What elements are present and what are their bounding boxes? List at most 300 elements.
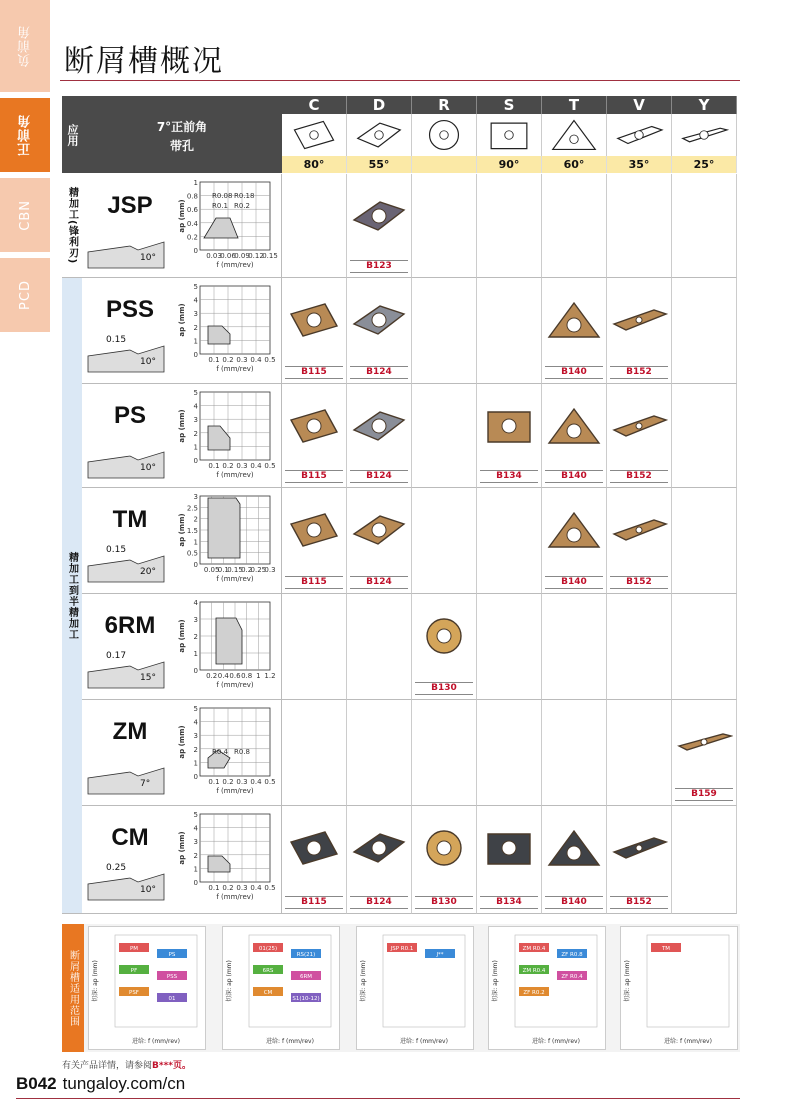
insert-image-icon bbox=[610, 404, 668, 452]
chipbreaker-name: CM bbox=[111, 824, 149, 851]
y-tick: 4 bbox=[193, 599, 198, 607]
range-chart bbox=[356, 926, 474, 1050]
page-title: 断屑槽概况 bbox=[64, 44, 224, 79]
x-tick: 1 bbox=[256, 672, 261, 680]
insert-cell bbox=[542, 594, 607, 700]
insert-image-icon bbox=[480, 404, 538, 452]
range-chart bbox=[222, 926, 340, 1050]
x-tick: 0.8 bbox=[241, 672, 253, 680]
x-tick: 0.4 bbox=[250, 884, 262, 892]
insert-cell[interactable] bbox=[282, 488, 347, 594]
insert-cell[interactable] bbox=[347, 806, 412, 914]
profile-label: 0.15 bbox=[106, 335, 127, 345]
y-tick: 3 bbox=[193, 493, 198, 501]
insert-cell bbox=[412, 174, 477, 278]
y-tick: 5 bbox=[193, 705, 198, 713]
insert-cell bbox=[282, 594, 347, 700]
y-tick: 1 bbox=[193, 538, 198, 547]
x-tick: 0.25 bbox=[250, 566, 267, 574]
insert-image-icon bbox=[545, 826, 603, 874]
x-tick: 0.6 bbox=[229, 672, 241, 680]
ap-f-chart bbox=[178, 282, 278, 378]
insert-cell bbox=[542, 174, 607, 278]
y-tick: 1 bbox=[193, 443, 198, 452]
y-tick: 2 bbox=[193, 745, 198, 754]
range-tag-label: PSF bbox=[129, 990, 139, 996]
y-tick: 3 bbox=[193, 732, 198, 741]
x-tick: 0.15 bbox=[227, 566, 243, 574]
x-axis-label: f (mm/rev) bbox=[216, 681, 254, 689]
profile-label: 0.25 bbox=[106, 863, 127, 873]
shape-icon-d bbox=[347, 114, 412, 156]
insert-cell[interactable] bbox=[412, 806, 477, 914]
x-tick: 0.3 bbox=[264, 566, 276, 574]
range-tag-label: 01(25) bbox=[258, 946, 278, 952]
page-reference[interactable]: B140 bbox=[545, 896, 603, 909]
range-chart bbox=[88, 926, 206, 1050]
insert-cell[interactable] bbox=[347, 384, 412, 488]
insert-image-icon bbox=[350, 404, 408, 452]
insert-cell bbox=[282, 700, 347, 806]
page-reference[interactable]: B115 bbox=[285, 470, 343, 483]
insert-cell bbox=[542, 700, 607, 806]
profile-label: 15° bbox=[140, 673, 156, 683]
profile-label: 10° bbox=[140, 357, 156, 367]
page-reference[interactable]: B134 bbox=[480, 896, 538, 909]
shape-angle: 55° bbox=[347, 156, 412, 173]
page-reference[interactable]: B140 bbox=[545, 470, 603, 483]
page-reference[interactable]: B152 bbox=[610, 470, 668, 483]
y-tick: 0 bbox=[193, 773, 198, 781]
insert-cell bbox=[672, 174, 737, 278]
x-tick: 0.05 bbox=[203, 566, 220, 574]
chart-radius-label: R0.08 bbox=[212, 192, 233, 200]
range-x-label: 进给: f (mm/rev) bbox=[400, 1038, 448, 1045]
x-tick: 0.5 bbox=[264, 884, 276, 892]
page-reference[interactable]: B152 bbox=[610, 576, 668, 589]
shape-icon-r bbox=[412, 114, 477, 156]
y-tick: 4 bbox=[193, 824, 198, 833]
insert-image-icon bbox=[285, 404, 343, 452]
shape-letter-y: Y bbox=[672, 96, 737, 114]
y-tick: 2 bbox=[193, 323, 198, 332]
range-tag-label: PF bbox=[130, 968, 138, 974]
range-chart bbox=[620, 926, 738, 1050]
shape-icon-s bbox=[477, 114, 542, 156]
chipbreaker-name: JSP bbox=[107, 192, 153, 219]
range-tag-label: ZF R0.2 bbox=[523, 990, 545, 996]
shape-icon-c bbox=[282, 114, 347, 156]
page-reference[interactable]: B124 bbox=[350, 896, 408, 909]
x-axis-label: f (mm/rev) bbox=[216, 471, 254, 479]
hole-label: 带孔 bbox=[169, 139, 194, 153]
x-tick: 1.2 bbox=[264, 672, 276, 680]
group-label bbox=[62, 278, 82, 914]
ap-f-chart bbox=[178, 810, 278, 906]
y-axis-label: ap (mm) bbox=[178, 619, 186, 653]
range-x-label: 进给: f (mm/rev) bbox=[532, 1038, 580, 1045]
insert-image-icon bbox=[610, 508, 668, 556]
x-tick: 0.4 bbox=[250, 462, 262, 470]
insert-cell[interactable] bbox=[282, 806, 347, 914]
x-tick: 0.3 bbox=[236, 462, 248, 470]
range-y-label: 切深: ap (mm) bbox=[492, 960, 499, 1002]
edge-profile-icon bbox=[86, 228, 166, 272]
profile-label: 0.17 bbox=[106, 651, 127, 661]
range-chart bbox=[488, 926, 606, 1050]
y-tick: 5 bbox=[193, 389, 198, 397]
insert-cell[interactable] bbox=[347, 174, 412, 278]
y-tick: 4 bbox=[193, 296, 198, 305]
y-tick: 2 bbox=[193, 851, 198, 860]
page-reference[interactable]: B115 bbox=[285, 896, 343, 909]
insert-image-icon bbox=[480, 826, 538, 874]
y-tick: 0.2 bbox=[186, 233, 198, 242]
chipbreaker-row-1 bbox=[82, 278, 282, 384]
insert-cell bbox=[672, 806, 737, 914]
applicable-range-text: 断屑槽适用范围 bbox=[67, 949, 79, 1027]
y-axis-label: ap (mm) bbox=[178, 409, 186, 443]
y-tick: 0 bbox=[193, 667, 198, 675]
shape-angle bbox=[412, 156, 477, 173]
edge-profile-icon bbox=[86, 332, 166, 376]
chart-radius-label: R0.8 bbox=[234, 748, 250, 756]
insert-image-icon bbox=[350, 194, 408, 242]
y-tick: 2.5 bbox=[186, 504, 198, 513]
page-reference[interactable]: B124 bbox=[350, 470, 408, 483]
application-area bbox=[208, 498, 240, 558]
page-reference[interactable]: B130 bbox=[415, 682, 473, 695]
insert-cell[interactable] bbox=[542, 806, 607, 914]
chipbreaker-row-2 bbox=[82, 384, 282, 488]
side-tab-cbn[interactable] bbox=[0, 178, 50, 252]
chipbreaker-name: PS bbox=[113, 402, 146, 429]
y-tick: 0 bbox=[193, 561, 198, 569]
insert-cell bbox=[347, 700, 412, 806]
edge-profile-icon bbox=[86, 542, 166, 586]
y-tick: 0.5 bbox=[186, 549, 198, 558]
page-reference[interactable]: B140 bbox=[545, 576, 603, 589]
range-tag-label: 01 bbox=[168, 996, 176, 1002]
range-tag-label: ZM R0.4 bbox=[522, 946, 546, 952]
side-tab-label: 负前角 bbox=[17, 25, 33, 67]
insert-cell bbox=[607, 594, 672, 700]
chipbreaker-row-0 bbox=[82, 174, 282, 278]
x-tick: 0.1 bbox=[208, 356, 220, 364]
reference-note bbox=[62, 1058, 191, 1071]
x-tick: 0.4 bbox=[250, 778, 262, 786]
range-tag-label: S1(10-12) bbox=[292, 996, 320, 1002]
page-reference[interactable]: B115 bbox=[285, 366, 343, 379]
side-tab-label: CBN bbox=[17, 199, 33, 231]
x-tick: 0.1 bbox=[208, 778, 220, 786]
insert-image-icon bbox=[675, 720, 733, 768]
group-label-text: 精加工(锋利刃) bbox=[66, 186, 78, 265]
insert-cell bbox=[607, 174, 672, 278]
chart-radius-label: R0.1 bbox=[212, 202, 228, 210]
application-area bbox=[216, 618, 242, 664]
insert-cell[interactable] bbox=[347, 278, 412, 384]
shape-letter-r: R bbox=[412, 96, 477, 114]
y-tick: 0 bbox=[193, 247, 198, 255]
insert-cell[interactable] bbox=[347, 488, 412, 594]
x-tick: 0.09 bbox=[234, 252, 250, 260]
shape-letter-t: T bbox=[542, 96, 607, 114]
x-tick: 0.2 bbox=[222, 356, 234, 364]
chipbreaker-name: TM bbox=[112, 506, 148, 533]
x-axis-label: f (mm/rev) bbox=[216, 893, 254, 901]
insert-cell bbox=[477, 594, 542, 700]
edge-profile-icon bbox=[86, 438, 166, 482]
shape-angle: 80° bbox=[282, 156, 347, 173]
profile-label: 20° bbox=[140, 567, 156, 577]
x-tick: 0.3 bbox=[236, 884, 248, 892]
insert-cell bbox=[477, 488, 542, 594]
y-tick: 2 bbox=[193, 515, 198, 524]
range-tag-label: ZF R0.8 bbox=[561, 952, 583, 958]
footer-divider bbox=[16, 1098, 740, 1099]
insert-image-icon bbox=[545, 298, 603, 346]
insert-cell[interactable] bbox=[607, 384, 672, 488]
page-reference[interactable]: B140 bbox=[545, 366, 603, 379]
x-tick: 0.12 bbox=[248, 252, 264, 260]
y-tick: 1 bbox=[193, 179, 198, 187]
y-tick: 0 bbox=[193, 351, 198, 359]
insert-cell bbox=[672, 278, 737, 384]
range-tag-label: CM bbox=[263, 990, 273, 996]
page-reference[interactable]: B115 bbox=[285, 576, 343, 589]
chart-radius-label: R0.2 bbox=[234, 202, 250, 210]
page-number: B042 bbox=[16, 1074, 57, 1093]
insert-image-icon bbox=[610, 298, 668, 346]
insert-cell[interactable] bbox=[412, 594, 477, 700]
insert-cell[interactable] bbox=[282, 278, 347, 384]
insert-cell bbox=[672, 384, 737, 488]
insert-cell bbox=[607, 700, 672, 806]
insert-image-icon bbox=[285, 298, 343, 346]
note-ref[interactable]: B***页。 bbox=[152, 1061, 191, 1071]
x-tick: 0.3 bbox=[236, 778, 248, 786]
y-tick: 5 bbox=[193, 283, 198, 291]
y-tick: 3 bbox=[193, 416, 198, 425]
y-tick: 4 bbox=[193, 402, 198, 411]
range-y-label: 切深: ap (mm) bbox=[226, 960, 233, 1002]
shape-angle: 35° bbox=[607, 156, 672, 173]
insert-image-icon bbox=[610, 826, 668, 874]
insert-cell[interactable] bbox=[542, 384, 607, 488]
shape-letter-d: D bbox=[347, 96, 412, 114]
profile-label: 10° bbox=[140, 463, 156, 473]
insert-cell bbox=[412, 700, 477, 806]
page-reference[interactable]: B152 bbox=[610, 366, 668, 379]
application-label: 应用 bbox=[66, 123, 79, 146]
edge-profile-icon bbox=[86, 648, 166, 692]
range-x-label: 进给: f (mm/rev) bbox=[664, 1038, 712, 1045]
page-reference[interactable]: B123 bbox=[350, 260, 408, 273]
x-tick: 0.2 bbox=[222, 462, 234, 470]
insert-cell[interactable] bbox=[607, 488, 672, 594]
y-tick: 1 bbox=[193, 759, 198, 768]
insert-cell[interactable] bbox=[607, 806, 672, 914]
y-axis-label: ap (mm) bbox=[178, 725, 186, 759]
profile-label: 10° bbox=[140, 253, 156, 263]
insert-cell[interactable] bbox=[477, 806, 542, 914]
edge-profile-icon bbox=[86, 860, 166, 904]
insert-cell bbox=[477, 174, 542, 278]
x-tick: 0.4 bbox=[217, 672, 229, 680]
insert-image-icon bbox=[415, 826, 473, 874]
y-axis-label: ap (mm) bbox=[178, 199, 186, 233]
chipbreaker-table bbox=[62, 96, 740, 914]
y-axis-label: ap (mm) bbox=[178, 513, 186, 547]
ap-f-chart bbox=[178, 178, 278, 274]
x-tick: 0.03 bbox=[206, 252, 222, 260]
side-tab-label: 正前角 bbox=[17, 114, 33, 156]
x-tick: 0.06 bbox=[220, 252, 236, 260]
range-tag-label: PS bbox=[168, 952, 176, 958]
insert-cell[interactable] bbox=[542, 278, 607, 384]
side-tab-positive[interactable] bbox=[0, 98, 50, 172]
shape-letter-s: S bbox=[477, 96, 542, 114]
footer-url[interactable]: tungaloy.com/cn bbox=[62, 1074, 186, 1093]
edge-profile-icon bbox=[86, 754, 166, 798]
shape-angle: 60° bbox=[542, 156, 607, 173]
y-axis-label: ap (mm) bbox=[178, 831, 186, 865]
y-tick: 5 bbox=[193, 811, 198, 819]
y-tick: 1 bbox=[193, 865, 198, 874]
chipbreaker-row-5 bbox=[82, 700, 282, 806]
y-tick: 0.8 bbox=[186, 192, 198, 201]
footer bbox=[16, 1074, 185, 1094]
chart-radius-label: R0.4 bbox=[212, 748, 228, 756]
x-axis-label: f (mm/rev) bbox=[216, 261, 254, 269]
page-reference[interactable]: B130 bbox=[415, 896, 473, 909]
side-tab-negative[interactable] bbox=[0, 0, 50, 92]
y-tick: 0.6 bbox=[186, 206, 198, 215]
insert-cell bbox=[672, 488, 737, 594]
insert-image-icon bbox=[545, 508, 603, 556]
x-tick: 0.2 bbox=[241, 566, 253, 574]
range-tag-label: ZF R0.4 bbox=[561, 974, 583, 980]
y-tick: 2 bbox=[193, 429, 198, 438]
rake-header bbox=[82, 96, 282, 173]
application-header bbox=[62, 96, 82, 173]
ap-f-chart bbox=[178, 388, 278, 484]
insert-cell bbox=[412, 278, 477, 384]
shape-angle: 25° bbox=[672, 156, 737, 173]
range-tag-label: J** bbox=[436, 952, 444, 958]
insert-image-icon bbox=[415, 614, 473, 662]
title-divider bbox=[60, 80, 740, 81]
chipbreaker-row-4 bbox=[82, 594, 282, 700]
range-tag-label: JSP R0.1 bbox=[390, 946, 414, 952]
insert-cell[interactable] bbox=[607, 278, 672, 384]
y-tick: 1.5 bbox=[186, 527, 198, 535]
side-tab-pcd[interactable] bbox=[0, 258, 50, 332]
range-y-label: 切深: ap (mm) bbox=[624, 960, 631, 1002]
profile-label: 0.15 bbox=[106, 545, 127, 555]
insert-image-icon bbox=[350, 298, 408, 346]
page-reference[interactable]: B152 bbox=[610, 896, 668, 909]
range-tag-label: PSS bbox=[166, 974, 178, 980]
range-y-label: 切深: ap (mm) bbox=[92, 960, 99, 1002]
x-tick: 0.5 bbox=[264, 356, 276, 364]
insert-image-icon bbox=[285, 508, 343, 556]
rake-label: 7°正前角 bbox=[156, 120, 208, 134]
insert-cell bbox=[412, 488, 477, 594]
shape-icon-v bbox=[607, 114, 672, 156]
insert-cell[interactable] bbox=[282, 384, 347, 488]
y-tick: 0 bbox=[193, 879, 198, 887]
range-y-label: 切深: ap (mm) bbox=[360, 960, 367, 1002]
page-reference[interactable]: B159 bbox=[675, 788, 733, 801]
profile-label: 10° bbox=[140, 885, 156, 895]
insert-image-icon bbox=[545, 404, 603, 452]
chipbreaker-name: 6RM bbox=[104, 612, 156, 639]
x-tick: 0.2 bbox=[206, 672, 218, 680]
insert-cell[interactable] bbox=[672, 700, 737, 806]
y-tick: 1 bbox=[193, 337, 198, 346]
insert-cell bbox=[347, 594, 412, 700]
range-x-label: 进给: f (mm/rev) bbox=[132, 1038, 180, 1045]
range-tag-label: RS(21) bbox=[296, 952, 316, 958]
ap-f-chart bbox=[178, 704, 278, 800]
insert-image-icon bbox=[350, 826, 408, 874]
x-tick: 0.5 bbox=[264, 462, 276, 470]
chipbreaker-name: PSS bbox=[105, 296, 155, 323]
x-tick: 0.1 bbox=[208, 884, 220, 892]
x-tick: 0.3 bbox=[236, 356, 248, 364]
ap-f-chart bbox=[178, 492, 278, 588]
shape-icon-y bbox=[672, 114, 737, 156]
shape-angle: 90° bbox=[477, 156, 542, 173]
y-axis-label: ap (mm) bbox=[178, 303, 186, 337]
x-axis-label: f (mm/rev) bbox=[216, 575, 254, 583]
y-tick: 1 bbox=[193, 650, 198, 658]
page-reference[interactable]: B124 bbox=[350, 576, 408, 589]
insert-cell[interactable] bbox=[477, 384, 542, 488]
y-tick: 3 bbox=[193, 616, 198, 624]
y-tick: 4 bbox=[193, 718, 198, 727]
chipbreaker-name: ZM bbox=[112, 718, 148, 745]
insert-cell bbox=[477, 700, 542, 806]
shape-letter-c: C bbox=[282, 96, 347, 114]
range-tag-label: 6RM bbox=[299, 974, 313, 980]
insert-cell[interactable] bbox=[542, 488, 607, 594]
page-reference[interactable]: B124 bbox=[350, 366, 408, 379]
note-text: 有关产品详情，请参阅 bbox=[62, 1061, 153, 1071]
x-tick: 0.15 bbox=[262, 252, 278, 260]
range-x-label: 进给: f (mm/rev) bbox=[266, 1038, 314, 1045]
y-tick: 0 bbox=[193, 457, 198, 465]
applicable-range-label bbox=[62, 924, 84, 1052]
profile-label: 7° bbox=[140, 779, 151, 789]
insert-cell bbox=[282, 174, 347, 278]
x-tick: 0.2 bbox=[222, 884, 234, 892]
range-tag-label: PM bbox=[129, 946, 139, 952]
insert-image-icon bbox=[285, 826, 343, 874]
insert-cell bbox=[672, 594, 737, 700]
y-tick: 3 bbox=[193, 310, 198, 319]
page-reference[interactable]: B134 bbox=[480, 470, 538, 483]
insert-cell bbox=[477, 278, 542, 384]
range-tag-label: TM bbox=[661, 946, 671, 952]
side-tab-label: PCD bbox=[17, 280, 33, 310]
group-label-text: 精加工到半精加工 bbox=[66, 551, 78, 640]
x-axis-label: f (mm/rev) bbox=[216, 365, 254, 373]
y-tick: 3 bbox=[193, 838, 198, 847]
x-tick: 0.2 bbox=[222, 778, 234, 786]
